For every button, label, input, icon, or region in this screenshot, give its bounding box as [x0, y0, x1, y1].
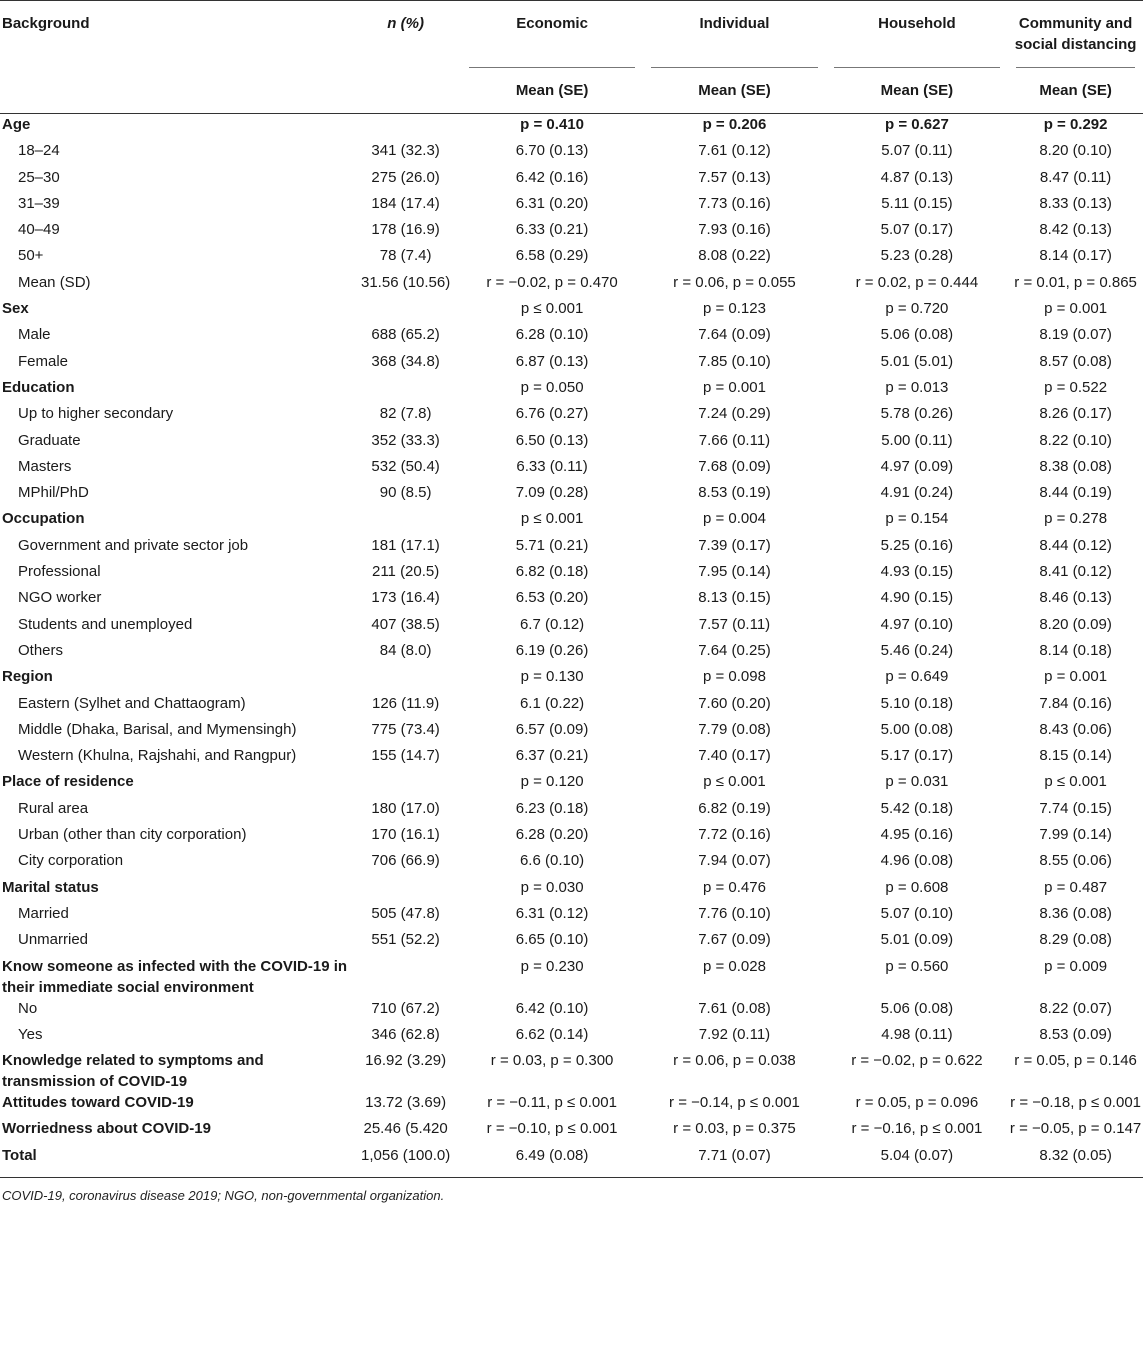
row-household: p = 0.013 — [885, 378, 949, 396]
row-n: 126 (11.9) — [371, 694, 440, 712]
row-economic: 6.37 (0.21) — [515, 747, 589, 765]
row-economic: r = 0.03, p = 0.300 — [490, 1052, 614, 1070]
row-n: 341 (32.3) — [371, 142, 440, 160]
row-economic: 6.58 (0.29) — [515, 247, 589, 265]
table-row — [0, 614, 1143, 640]
row-individual: p = 0.123 — [702, 300, 766, 318]
row-household: 5.07 (0.10) — [880, 904, 954, 922]
row-label: Students and unemployed — [18, 615, 193, 633]
row-economic: 6.31 (0.12) — [515, 904, 589, 922]
row-economic: 6.82 (0.18) — [515, 563, 589, 581]
row-economic: 6.87 (0.13) — [515, 352, 589, 370]
row-label: Western (Khulna, Rajshahi, and Rangpur) — [18, 747, 297, 765]
row-household: 5.07 (0.17) — [880, 221, 954, 239]
row-individual: 8.53 (0.19) — [698, 484, 771, 502]
row-community: 8.19 (0.07) — [1039, 326, 1112, 344]
row-household: 5.23 (0.28) — [880, 247, 954, 265]
table-row — [0, 640, 1143, 666]
row-household: 5.07 (0.11) — [881, 142, 953, 160]
row-n: 275 (26.0) — [371, 168, 440, 186]
row-individual: 7.92 (0.11) — [698, 1025, 771, 1043]
row-individual: 6.82 (0.19) — [698, 799, 771, 817]
row-economic: r = −0.02, p = 0.470 — [486, 273, 618, 291]
row-household: p = 0.720 — [885, 300, 949, 318]
table-row — [0, 1092, 1143, 1118]
row-economic: 6.28 (0.10) — [515, 326, 589, 344]
row-label: Knowledge related to symptoms and transmission of COVID-19 — [2, 1052, 264, 1091]
row-household: p = 0.627 — [885, 116, 949, 133]
mean-se-economic: Mean (SE) — [469, 67, 635, 101]
table-row — [0, 1024, 1143, 1050]
row-community: p = 0.522 — [1044, 378, 1108, 396]
row-economic: 6.28 (0.20) — [515, 826, 589, 844]
row-individual: r = 0.03, p = 0.375 — [673, 1120, 796, 1138]
row-economic: 6.50 (0.13) — [515, 431, 589, 449]
row-individual: 7.64 (0.25) — [698, 641, 771, 659]
row-individual: 7.39 (0.17) — [698, 536, 771, 554]
table-row — [0, 903, 1143, 929]
row-n: 407 (38.5) — [371, 615, 440, 633]
row-label: Others — [18, 641, 64, 659]
row-label: Urban (other than city corporation) — [18, 826, 247, 844]
row-household: 5.78 (0.26) — [880, 405, 954, 423]
row-community: 7.99 (0.14) — [1039, 826, 1112, 844]
row-community: 8.29 (0.08) — [1039, 931, 1112, 949]
row-individual: p = 0.004 — [702, 510, 766, 528]
row-economic: 6.42 (0.10) — [515, 999, 589, 1017]
row-household: 5.46 (0.24) — [880, 641, 954, 659]
row-household: 5.42 (0.18) — [880, 799, 954, 817]
row-household: 4.91 (0.24) — [880, 484, 954, 502]
row-community: 8.33 (0.13) — [1039, 194, 1112, 212]
table-row — [0, 798, 1143, 824]
col-n-header: n (%) — [350, 1, 461, 56]
row-community: 8.22 (0.10) — [1039, 431, 1112, 449]
row-community: 8.41 (0.12) — [1039, 563, 1112, 581]
table-body — [0, 114, 1143, 1178]
row-label: NGO worker — [18, 589, 102, 607]
table-row — [0, 324, 1143, 350]
row-label: Masters — [18, 457, 72, 475]
row-label: Marital status — [2, 878, 99, 896]
row-community: r = −0.18, p ≤ 0.001 — [1010, 1094, 1141, 1112]
row-label: Professional — [18, 563, 101, 581]
table-row — [0, 508, 1143, 534]
row-household: 5.10 (0.18) — [880, 694, 954, 712]
row-household: r = 0.02, p = 0.444 — [855, 273, 979, 291]
row-n: 551 (52.2) — [371, 931, 440, 949]
table-row — [0, 1118, 1143, 1144]
row-individual: 7.85 (0.10) — [698, 352, 771, 370]
row-individual: 8.08 (0.22) — [698, 247, 771, 265]
row-label: Government and private sector job — [18, 536, 249, 554]
row-community: 8.14 (0.17) — [1039, 247, 1112, 265]
table-row — [0, 430, 1143, 456]
row-label: Sex — [2, 300, 29, 318]
table-row — [0, 561, 1143, 587]
row-label: Married — [18, 904, 69, 922]
row-label: Female — [18, 352, 69, 370]
table-row — [0, 587, 1143, 613]
row-economic: r = −0.11, p ≤ 0.001 — [487, 1094, 617, 1112]
row-household: 4.95 (0.16) — [880, 826, 954, 844]
row-economic: 6.23 (0.18) — [515, 799, 589, 817]
row-label: Rural area — [18, 799, 89, 817]
table-row — [0, 167, 1143, 193]
row-community: 7.74 (0.15) — [1039, 799, 1112, 817]
row-label: Education — [2, 378, 75, 396]
row-individual: 7.95 (0.14) — [698, 563, 771, 581]
row-community: p = 0.001 — [1044, 668, 1108, 686]
row-individual: 7.73 (0.16) — [698, 194, 771, 212]
row-label: Mean (SD) — [18, 273, 91, 291]
row-n: 181 (17.1) — [371, 536, 440, 554]
row-individual: 7.64 (0.09) — [698, 326, 771, 344]
row-household: 5.01 (5.01) — [880, 352, 954, 370]
row-label: Eastern (Sylhet and Chattaogram) — [18, 694, 246, 712]
row-individual: p = 0.001 — [702, 378, 766, 396]
mean-se-household: Mean (SE) — [834, 67, 1001, 101]
row-n: 78 (7.4) — [379, 247, 432, 265]
row-label: Yes — [18, 1025, 43, 1043]
row-n: 706 (66.9) — [371, 852, 440, 870]
row-household: p = 0.608 — [885, 878, 949, 896]
row-individual: 7.60 (0.20) — [698, 694, 771, 712]
row-community: 8.36 (0.08) — [1039, 904, 1112, 922]
row-household: p = 0.649 — [885, 668, 949, 686]
row-household: p = 0.031 — [885, 773, 949, 791]
row-n: 178 (16.9) — [371, 221, 440, 239]
row-label: 40–49 — [18, 221, 60, 239]
row-community: 8.20 (0.10) — [1039, 142, 1112, 160]
row-individual: p = 0.028 — [702, 957, 766, 975]
row-community: r = 0.01, p = 0.865 — [1014, 273, 1137, 291]
row-n: 90 (8.5) — [379, 484, 432, 502]
row-community: 8.43 (0.06) — [1039, 720, 1112, 738]
row-individual: 7.24 (0.29) — [698, 405, 771, 423]
row-household: 5.11 (0.15) — [881, 194, 953, 212]
row-n: 155 (14.7) — [371, 747, 440, 765]
row-community: 8.20 (0.09) — [1039, 615, 1112, 633]
table-row — [0, 1050, 1143, 1092]
row-individual: p = 0.098 — [702, 668, 766, 686]
row-label: Up to higher secondary — [18, 405, 174, 423]
row-individual: r = 0.06, p = 0.055 — [673, 273, 796, 291]
row-n: 180 (17.0) — [371, 799, 440, 817]
col-individual-header: Individual — [643, 1, 825, 56]
row-economic: 6.19 (0.26) — [515, 641, 589, 659]
row-individual: 7.71 (0.07) — [643, 1145, 825, 1178]
row-economic: 6.62 (0.14) — [515, 1025, 589, 1043]
row-label: Age — [2, 116, 31, 133]
row-community: 8.32 (0.05) — [1008, 1145, 1143, 1178]
row-household: 4.87 (0.13) — [880, 168, 954, 186]
row-individual: 7.93 (0.16) — [698, 221, 771, 239]
row-label: 25–30 — [18, 168, 60, 186]
row-n — [350, 877, 461, 903]
table-row — [0, 140, 1143, 166]
row-n: 352 (33.3) — [371, 431, 440, 449]
row-label: Graduate — [18, 431, 81, 449]
row-n: 532 (50.4) — [371, 457, 440, 475]
col-background-header: Background — [0, 1, 350, 56]
row-individual: p = 0.206 — [702, 116, 767, 133]
row-n — [350, 508, 461, 534]
row-individual: 8.13 (0.15) — [698, 589, 771, 607]
row-household: 5.17 (0.17) — [880, 747, 954, 765]
col-economic-header: Economic — [461, 1, 643, 56]
table-row — [0, 377, 1143, 403]
row-economic: 6.70 (0.13) — [515, 142, 589, 160]
row-label: 31–39 — [18, 194, 60, 212]
row-community: p = 0.001 — [1044, 300, 1108, 318]
row-n: 82 (7.8) — [379, 405, 432, 423]
row-community: 8.47 (0.11) — [1039, 168, 1112, 186]
row-n — [350, 298, 461, 324]
row-individual: 7.40 (0.17) — [698, 747, 771, 765]
row-household: 5.06 (0.08) — [880, 326, 954, 344]
row-economic: 6.6 (0.10) — [519, 852, 585, 870]
row-community: 8.42 (0.13) — [1039, 221, 1112, 239]
row-n: 346 (62.8) — [371, 1025, 440, 1043]
row-n: 13.72 (3.69) — [365, 1094, 447, 1112]
header-row — [0, 1, 1143, 56]
row-n: 173 (16.4) — [371, 589, 440, 607]
table-row — [0, 403, 1143, 429]
row-household: p = 0.560 — [885, 957, 949, 975]
row-household: 4.96 (0.08) — [880, 852, 954, 870]
table-row — [0, 245, 1143, 271]
row-n: 775 (73.4) — [371, 720, 440, 738]
row-economic: p ≤ 0.001 — [520, 510, 584, 528]
table-row — [0, 114, 1143, 141]
table-row — [0, 693, 1143, 719]
row-economic: p = 0.120 — [520, 773, 584, 791]
row-economic: 7.09 (0.28) — [515, 484, 589, 502]
row-n: 16.92 (3.29) — [365, 1052, 447, 1070]
row-n — [350, 666, 461, 692]
table-row — [0, 956, 1143, 998]
row-community: 7.84 (0.16) — [1039, 694, 1112, 712]
table-row — [0, 771, 1143, 797]
row-label: Know someone as infected with the COVID-19 in their immediate social environment — [2, 957, 348, 996]
row-household: 4.90 (0.15) — [880, 589, 954, 607]
row-economic: 6.49 (0.08) — [461, 1145, 643, 1178]
table-row — [0, 719, 1143, 745]
table-row — [0, 193, 1143, 219]
row-individual: 7.66 (0.11) — [698, 431, 771, 449]
row-n: 184 (17.4) — [371, 194, 440, 212]
row-economic: 6.33 (0.11) — [516, 457, 588, 475]
row-label: Worriedness about COVID-19 — [2, 1120, 211, 1138]
table-row — [0, 482, 1143, 508]
row-individual: 7.61 (0.12) — [698, 142, 771, 160]
row-household: 5.06 (0.08) — [880, 999, 954, 1017]
row-label: Region — [2, 668, 53, 686]
row-community: 8.14 (0.18) — [1039, 641, 1112, 659]
row-economic: p = 0.130 — [520, 668, 584, 686]
row-n: 25.46 (5.420 — [363, 1120, 448, 1138]
row-label: Place of residence — [2, 773, 134, 791]
row-household: 4.97 (0.09) — [880, 457, 954, 475]
row-label: City corporation — [18, 852, 124, 870]
row-household: 5.00 (0.11) — [881, 431, 953, 449]
row-economic: p = 0.030 — [520, 878, 584, 896]
row-community: 8.46 (0.13) — [1039, 589, 1112, 607]
row-economic: 6.65 (0.10) — [515, 931, 589, 949]
row-economic: p ≤ 0.001 — [520, 300, 584, 318]
row-label: 50+ — [18, 247, 44, 265]
row-economic: 6.53 (0.20) — [515, 589, 589, 607]
row-household: 4.98 (0.11) — [881, 1025, 953, 1043]
table-row — [0, 824, 1143, 850]
row-label: Middle (Dhaka, Barisal, and Mymensingh) — [18, 720, 297, 738]
row-community: 8.15 (0.14) — [1039, 747, 1112, 765]
table-row — [0, 998, 1143, 1024]
row-household: r = −0.16, p ≤ 0.001 — [851, 1120, 983, 1138]
table-row — [0, 929, 1143, 955]
row-individual: 7.79 (0.08) — [698, 720, 771, 738]
row-individual: r = 0.06, p = 0.038 — [673, 1052, 796, 1070]
row-economic: 6.31 (0.20) — [515, 194, 589, 212]
row-label: 18–24 — [18, 142, 60, 160]
row-individual: 7.94 (0.07) — [698, 852, 771, 870]
row-label: Male — [18, 326, 51, 344]
row-economic: 6.42 (0.16) — [515, 168, 589, 186]
row-community: 8.26 (0.17) — [1039, 405, 1112, 423]
row-household: r = −0.02, p = 0.622 — [851, 1052, 983, 1070]
row-label: Unmarried — [18, 931, 89, 949]
row-household: 5.00 (0.08) — [880, 720, 954, 738]
row-label: MPhil/PhD — [18, 484, 89, 502]
row-community: p = 0.487 — [1044, 878, 1108, 896]
table-row — [0, 877, 1143, 903]
mean-se-individual: Mean (SE) — [651, 67, 817, 101]
row-n: 1,056 (100.0) — [350, 1145, 461, 1178]
row-community: p = 0.009 — [1044, 957, 1108, 975]
row-community: 8.38 (0.08) — [1039, 457, 1112, 475]
row-community: 8.57 (0.08) — [1039, 352, 1112, 370]
table-row — [0, 219, 1143, 245]
table-row — [0, 351, 1143, 377]
table-footnote: COVID-19, coronavirus disease 2019; NGO, non-governmental organization. — [2, 1187, 445, 1203]
table-row — [0, 1145, 1143, 1178]
row-individual: p ≤ 0.001 — [703, 773, 766, 791]
row-individual: 7.57 (0.11) — [698, 615, 771, 633]
row-community: p = 0.292 — [1043, 116, 1108, 133]
mean-se-community: Mean (SE) — [1016, 67, 1135, 101]
row-community: 8.44 (0.19) — [1039, 484, 1112, 502]
row-label: Total — [0, 1145, 350, 1178]
row-community: 8.44 (0.12) — [1039, 536, 1112, 554]
table-row — [0, 666, 1143, 692]
row-economic: 6.7 (0.12) — [519, 615, 585, 633]
row-economic: 6.1 (0.22) — [519, 694, 585, 712]
row-n: 84 (8.0) — [379, 641, 432, 659]
row-household: 5.01 (0.09) — [880, 931, 954, 949]
row-economic: r = −0.10, p ≤ 0.001 — [486, 1120, 618, 1138]
row-household: 4.93 (0.15) — [880, 563, 954, 581]
table-row — [0, 535, 1143, 561]
row-household: p = 0.154 — [885, 510, 949, 528]
row-economic: 6.33 (0.21) — [515, 221, 589, 239]
row-n: 505 (47.8) — [371, 904, 440, 922]
table-row — [0, 456, 1143, 482]
row-individual: 7.67 (0.09) — [698, 931, 771, 949]
table-row — [0, 745, 1143, 771]
row-community: 8.22 (0.07) — [1039, 999, 1112, 1017]
row-community: 8.55 (0.06) — [1039, 852, 1112, 870]
row-economic: 6.76 (0.27) — [515, 405, 589, 423]
row-household: 5.04 (0.07) — [826, 1145, 1009, 1178]
row-individual: p = 0.476 — [702, 878, 766, 896]
row-n — [350, 771, 461, 797]
row-n: 688 (65.2) — [371, 326, 440, 344]
row-label: Attitudes toward COVID-19 — [2, 1094, 194, 1112]
row-economic: 6.57 (0.09) — [515, 720, 589, 738]
row-community: p ≤ 0.001 — [1044, 773, 1107, 791]
row-individual: 7.72 (0.16) — [698, 826, 771, 844]
row-economic: 5.71 (0.21) — [515, 536, 589, 554]
table-row — [0, 850, 1143, 876]
table-row — [0, 272, 1143, 298]
row-individual: 7.68 (0.09) — [698, 457, 771, 475]
col-community-header: Community and social distancing — [1008, 1, 1143, 56]
row-n: 31.56 (10.56) — [361, 273, 451, 291]
row-community: r = 0.05, p = 0.146 — [1014, 1052, 1137, 1070]
row-n: 368 (34.8) — [371, 352, 440, 370]
row-label: No — [18, 999, 38, 1017]
row-individual: 7.76 (0.10) — [698, 904, 771, 922]
table-row — [0, 298, 1143, 324]
row-household: 4.97 (0.10) — [880, 615, 954, 633]
row-n: 170 (16.1) — [371, 826, 440, 844]
row-individual: 7.57 (0.13) — [698, 168, 771, 186]
row-economic: p = 0.230 — [520, 957, 584, 975]
row-community: r = −0.05, p = 0.147 — [1009, 1120, 1142, 1138]
row-individual: 7.61 (0.08) — [698, 999, 771, 1017]
row-n — [350, 114, 461, 141]
col-household-header: Household — [826, 1, 1009, 56]
row-community: 8.53 (0.09) — [1039, 1025, 1112, 1043]
row-label: Occupation — [2, 510, 85, 528]
row-n: 211 (20.5) — [371, 563, 440, 581]
row-household: 5.25 (0.16) — [880, 536, 954, 554]
row-individual: r = −0.14, p ≤ 0.001 — [669, 1094, 800, 1112]
row-economic: p = 0.410 — [520, 116, 584, 133]
row-household: r = 0.05, p = 0.096 — [855, 1094, 979, 1112]
row-n — [350, 956, 461, 998]
subheader-row — [0, 55, 1143, 114]
row-n: 710 (67.2) — [371, 999, 440, 1017]
row-n — [350, 377, 461, 403]
row-community: p = 0.278 — [1044, 510, 1108, 528]
row-economic: p = 0.050 — [520, 378, 584, 396]
